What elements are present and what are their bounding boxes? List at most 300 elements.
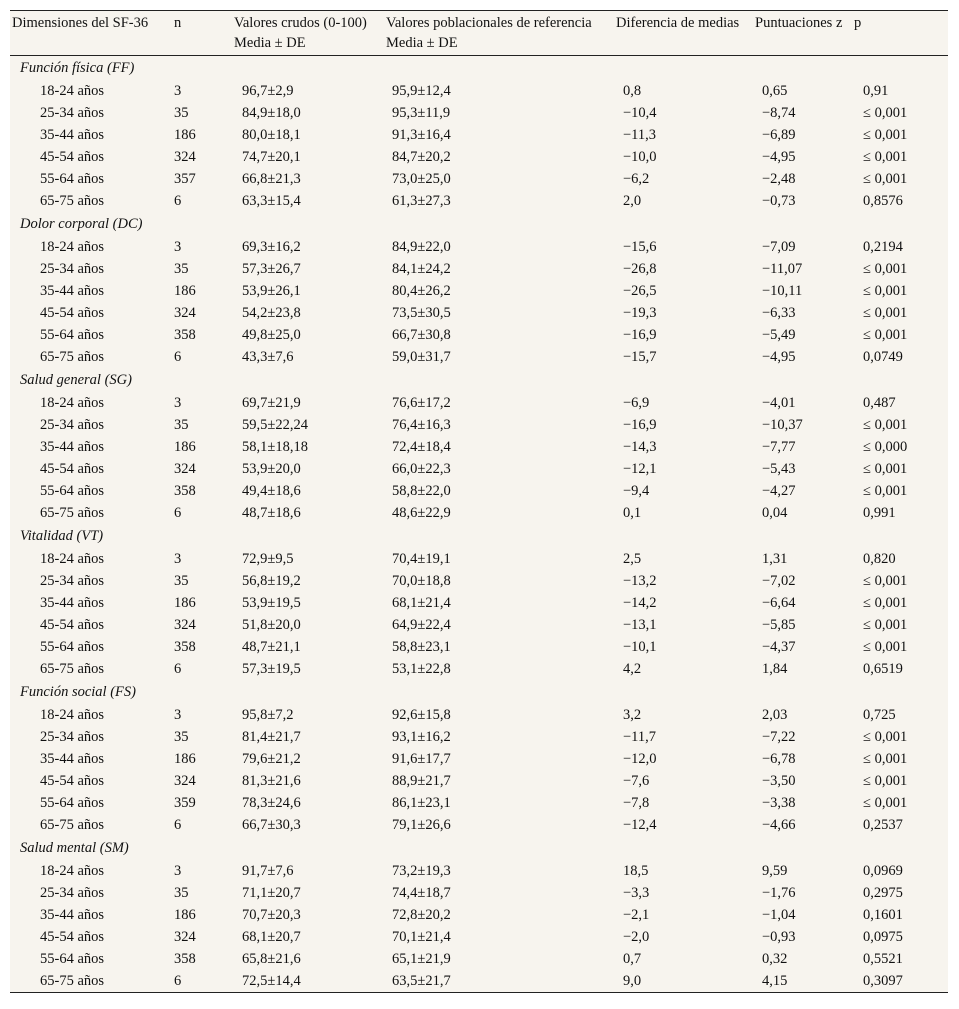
cell-z-score: −4,37 bbox=[762, 639, 796, 655]
table-row bbox=[10, 970, 948, 992]
cell-reference-value: 92,6±15,8 bbox=[392, 707, 451, 723]
cell-z-score: −2,48 bbox=[762, 171, 796, 187]
cell-age-group: 35-44 años bbox=[40, 751, 105, 767]
cell-reference-value: 80,4±26,2 bbox=[392, 283, 451, 299]
cell-n: 358 bbox=[174, 327, 196, 343]
cell-reference-value: 91,6±17,7 bbox=[392, 751, 451, 767]
cell-mean-difference: 2,5 bbox=[623, 551, 642, 567]
cell-p-value: 0,820 bbox=[863, 551, 896, 567]
cell-z-score: −4,01 bbox=[762, 395, 796, 411]
cell-mean-difference: −11,7 bbox=[623, 729, 657, 745]
cell-age-group: 45-54 años bbox=[40, 461, 105, 477]
cell-p-value: 0,8576 bbox=[863, 193, 903, 209]
cell-z-score: 1,84 bbox=[762, 661, 788, 677]
cell-z-score: −1,76 bbox=[762, 885, 796, 901]
cell-reference-value: 68,1±21,4 bbox=[392, 595, 451, 611]
cell-z-score: −7,22 bbox=[762, 729, 796, 745]
cell-age-group: 55-64 años bbox=[40, 327, 105, 343]
cell-age-group: 25-34 años bbox=[40, 261, 105, 277]
cell-mean-difference: −14,2 bbox=[623, 595, 657, 611]
cell-mean-difference: −13,1 bbox=[623, 617, 657, 633]
header-n: n bbox=[174, 15, 182, 31]
cell-age-group: 25-34 años bbox=[40, 105, 105, 121]
cell-mean-difference: 4,2 bbox=[623, 661, 642, 677]
cell-mean-difference: −26,8 bbox=[623, 261, 657, 277]
cell-age-group: 18-24 años bbox=[40, 395, 105, 411]
table-row bbox=[10, 258, 948, 280]
cell-mean-difference: −6,2 bbox=[623, 171, 650, 187]
header-reference-subtitle: Media ± DE bbox=[384, 33, 614, 56]
table-row bbox=[10, 502, 948, 524]
cell-age-group: 18-24 años bbox=[40, 83, 105, 99]
cell-p-value: ≤ 0,001 bbox=[863, 595, 908, 611]
group-title: Salud general (SG) bbox=[20, 372, 132, 388]
table-row bbox=[10, 770, 948, 792]
cell-reference-value: 86,1±23,1 bbox=[392, 795, 451, 811]
cell-p-value: 0,0749 bbox=[863, 349, 903, 365]
cell-p-value: 0,2975 bbox=[863, 885, 903, 901]
cell-z-score: −7,09 bbox=[762, 239, 796, 255]
group-header-row bbox=[10, 368, 948, 392]
cell-reference-value: 58,8±22,0 bbox=[392, 483, 451, 499]
table-row bbox=[10, 726, 948, 748]
cell-mean-difference: −16,9 bbox=[623, 417, 657, 433]
cell-z-score: −5,85 bbox=[762, 617, 796, 633]
cell-n: 324 bbox=[174, 617, 196, 633]
cell-raw-value: 48,7±21,1 bbox=[242, 639, 301, 655]
cell-z-score: −6,64 bbox=[762, 595, 796, 611]
cell-n: 186 bbox=[174, 439, 196, 455]
cell-n: 186 bbox=[174, 751, 196, 767]
cell-reference-value: 64,9±22,4 bbox=[392, 617, 451, 633]
cell-p-value: ≤ 0,001 bbox=[863, 171, 908, 187]
cell-raw-value: 91,7±7,6 bbox=[242, 863, 294, 879]
cell-z-score: −0,93 bbox=[762, 929, 796, 945]
cell-raw-value: 69,7±21,9 bbox=[242, 395, 301, 411]
header-p: p bbox=[854, 15, 862, 31]
cell-mean-difference: 0,7 bbox=[623, 951, 642, 967]
cell-z-score: −5,43 bbox=[762, 461, 796, 477]
cell-raw-value: 56,8±19,2 bbox=[242, 573, 301, 589]
cell-n: 357 bbox=[174, 171, 196, 187]
cell-age-group: 65-75 años bbox=[40, 817, 105, 833]
cell-age-group: 65-75 años bbox=[40, 349, 105, 365]
cell-mean-difference: −2,1 bbox=[623, 907, 650, 923]
cell-reference-value: 76,6±17,2 bbox=[392, 395, 451, 411]
cell-n: 6 bbox=[174, 661, 182, 677]
cell-reference-value: 70,1±21,4 bbox=[392, 929, 451, 945]
cell-reference-value: 58,8±23,1 bbox=[392, 639, 451, 655]
cell-n: 35 bbox=[174, 417, 189, 433]
table-row bbox=[10, 614, 948, 636]
table-row bbox=[10, 860, 948, 882]
table-row bbox=[10, 658, 948, 680]
cell-mean-difference: −7,8 bbox=[623, 795, 650, 811]
cell-z-score: 0,65 bbox=[762, 83, 788, 99]
cell-age-group: 35-44 años bbox=[40, 439, 105, 455]
cell-reference-value: 91,3±16,4 bbox=[392, 127, 451, 143]
cell-raw-value: 80,0±18,1 bbox=[242, 127, 301, 143]
cell-n: 35 bbox=[174, 573, 189, 589]
cell-age-group: 55-64 años bbox=[40, 483, 105, 499]
header-dimensions: Dimensiones del SF-36 bbox=[12, 15, 149, 31]
cell-n: 35 bbox=[174, 105, 189, 121]
table-row bbox=[10, 592, 948, 614]
cell-z-score: −4,66 bbox=[762, 817, 796, 833]
table-row bbox=[10, 414, 948, 436]
table-row bbox=[10, 80, 948, 102]
table-row bbox=[10, 480, 948, 502]
cell-z-score: 0,04 bbox=[762, 505, 788, 521]
cell-p-value: ≤ 0,001 bbox=[863, 261, 908, 277]
cell-age-group: 18-24 años bbox=[40, 863, 105, 879]
cell-reference-value: 63,5±21,7 bbox=[392, 973, 451, 989]
cell-raw-value: 78,3±24,6 bbox=[242, 795, 301, 811]
cell-z-score: −6,89 bbox=[762, 127, 796, 143]
cell-raw-value: 81,4±21,7 bbox=[242, 729, 301, 745]
cell-raw-value: 95,8±7,2 bbox=[242, 707, 294, 723]
cell-z-score: −1,04 bbox=[762, 907, 796, 923]
cell-n: 6 bbox=[174, 505, 182, 521]
cell-age-group: 65-75 años bbox=[40, 193, 105, 209]
cell-mean-difference: −16,9 bbox=[623, 327, 657, 343]
cell-p-value: ≤ 0,001 bbox=[863, 773, 908, 789]
cell-mean-difference: −11,3 bbox=[623, 127, 657, 143]
cell-n: 6 bbox=[174, 193, 182, 209]
cell-age-group: 35-44 años bbox=[40, 907, 105, 923]
cell-n: 324 bbox=[174, 461, 196, 477]
cell-mean-difference: −7,6 bbox=[623, 773, 650, 789]
cell-raw-value: 65,8±21,6 bbox=[242, 951, 301, 967]
cell-n: 324 bbox=[174, 773, 196, 789]
cell-raw-value: 72,5±14,4 bbox=[242, 973, 301, 989]
cell-reference-value: 84,9±22,0 bbox=[392, 239, 451, 255]
cell-raw-value: 81,3±21,6 bbox=[242, 773, 301, 789]
cell-reference-value: 70,0±18,8 bbox=[392, 573, 451, 589]
cell-raw-value: 58,1±18,18 bbox=[242, 439, 308, 455]
cell-p-value: ≤ 0,001 bbox=[863, 149, 908, 165]
cell-age-group: 45-54 años bbox=[40, 929, 105, 945]
cell-age-group: 45-54 años bbox=[40, 305, 105, 321]
cell-z-score: −3,38 bbox=[762, 795, 796, 811]
cell-raw-value: 53,9±19,5 bbox=[242, 595, 301, 611]
cell-z-score: −6,78 bbox=[762, 751, 796, 767]
cell-raw-value: 96,7±2,9 bbox=[242, 83, 294, 99]
cell-p-value: ≤ 0,001 bbox=[863, 127, 908, 143]
cell-n: 3 bbox=[174, 83, 182, 99]
cell-n: 3 bbox=[174, 707, 182, 723]
cell-age-group: 55-64 años bbox=[40, 951, 105, 967]
cell-n: 3 bbox=[174, 863, 182, 879]
cell-p-value: ≤ 0,001 bbox=[863, 417, 908, 433]
cell-z-score: −8,74 bbox=[762, 105, 796, 121]
cell-mean-difference: 3,2 bbox=[623, 707, 642, 723]
cell-z-score: −7,77 bbox=[762, 439, 796, 455]
cell-z-score: 2,03 bbox=[762, 707, 788, 723]
cell-mean-difference: −15,6 bbox=[623, 239, 657, 255]
cell-raw-value: 71,1±20,7 bbox=[242, 885, 301, 901]
group-title: Función física (FF) bbox=[20, 60, 135, 76]
cell-p-value: ≤ 0,001 bbox=[863, 617, 908, 633]
table-row bbox=[10, 436, 948, 458]
cell-raw-value: 53,9±26,1 bbox=[242, 283, 301, 299]
cell-raw-value: 68,1±20,7 bbox=[242, 929, 301, 945]
table-row bbox=[10, 124, 948, 146]
cell-reference-value: 74,4±18,7 bbox=[392, 885, 451, 901]
cell-reference-value: 76,4±16,3 bbox=[392, 417, 451, 433]
table-row bbox=[10, 324, 948, 346]
cell-reference-value: 93,1±16,2 bbox=[392, 729, 451, 745]
cell-age-group: 55-64 años bbox=[40, 171, 105, 187]
cell-raw-value: 79,6±21,2 bbox=[242, 751, 301, 767]
table-row bbox=[10, 392, 948, 414]
cell-raw-value: 49,4±18,6 bbox=[242, 483, 301, 499]
cell-p-value: ≤ 0,001 bbox=[863, 483, 908, 499]
cell-raw-value: 59,5±22,24 bbox=[242, 417, 308, 433]
cell-mean-difference: −12,0 bbox=[623, 751, 657, 767]
cell-mean-difference: −15,7 bbox=[623, 349, 657, 365]
cell-raw-value: 57,3±19,5 bbox=[242, 661, 301, 677]
cell-reference-value: 84,1±24,2 bbox=[392, 261, 451, 277]
cell-z-score: 9,59 bbox=[762, 863, 788, 879]
table-row bbox=[10, 168, 948, 190]
cell-reference-value: 66,0±22,3 bbox=[392, 461, 451, 477]
cell-age-group: 55-64 años bbox=[40, 639, 105, 655]
cell-mean-difference: −2,0 bbox=[623, 929, 650, 945]
cell-n: 324 bbox=[174, 149, 196, 165]
cell-n: 186 bbox=[174, 907, 196, 923]
cell-n: 35 bbox=[174, 729, 189, 745]
cell-z-score: 1,31 bbox=[762, 551, 788, 567]
cell-raw-value: 43,3±7,6 bbox=[242, 349, 294, 365]
cell-n: 35 bbox=[174, 885, 189, 901]
cell-mean-difference: −12,4 bbox=[623, 817, 657, 833]
cell-mean-difference: −14,3 bbox=[623, 439, 657, 455]
cell-p-value: ≤ 0,001 bbox=[863, 639, 908, 655]
table-row bbox=[10, 280, 948, 302]
cell-p-value: 0,991 bbox=[863, 505, 896, 521]
cell-raw-value: 63,3±15,4 bbox=[242, 193, 301, 209]
cell-mean-difference: 2,0 bbox=[623, 193, 642, 209]
cell-p-value: 0,6519 bbox=[863, 661, 903, 677]
table-row bbox=[10, 236, 948, 258]
cell-mean-difference: −6,9 bbox=[623, 395, 650, 411]
cell-n: 3 bbox=[174, 239, 182, 255]
cell-age-group: 65-75 años bbox=[40, 505, 105, 521]
cell-raw-value: 84,9±18,0 bbox=[242, 105, 301, 121]
cell-z-score: −6,33 bbox=[762, 305, 796, 321]
cell-z-score: −10,11 bbox=[762, 283, 803, 299]
group-header-row bbox=[10, 212, 948, 236]
cell-age-group: 45-54 años bbox=[40, 773, 105, 789]
cell-p-value: ≤ 0,001 bbox=[863, 751, 908, 767]
table-row bbox=[10, 458, 948, 480]
cell-age-group: 45-54 años bbox=[40, 617, 105, 633]
cell-reference-value: 61,3±27,3 bbox=[392, 193, 451, 209]
table-row bbox=[10, 346, 948, 368]
cell-age-group: 35-44 años bbox=[40, 127, 105, 143]
table-row bbox=[10, 748, 948, 770]
cell-mean-difference: −10,1 bbox=[623, 639, 657, 655]
cell-n: 6 bbox=[174, 817, 182, 833]
table-row bbox=[10, 102, 948, 124]
cell-z-score: −0,73 bbox=[762, 193, 796, 209]
cell-p-value: 0,1601 bbox=[863, 907, 903, 923]
table-row bbox=[10, 904, 948, 926]
table-row bbox=[10, 190, 948, 212]
cell-age-group: 35-44 años bbox=[40, 283, 105, 299]
table-row bbox=[10, 792, 948, 814]
cell-z-score: −5,49 bbox=[762, 327, 796, 343]
cell-z-score: −4,95 bbox=[762, 149, 796, 165]
cell-reference-value: 84,7±20,2 bbox=[392, 149, 451, 165]
cell-n: 3 bbox=[174, 551, 182, 567]
cell-raw-value: 48,7±18,6 bbox=[242, 505, 301, 521]
cell-reference-value: 88,9±21,7 bbox=[392, 773, 451, 789]
cell-reference-value: 66,7±30,8 bbox=[392, 327, 451, 343]
table-body bbox=[10, 56, 948, 993]
cell-n: 186 bbox=[174, 127, 196, 143]
header-raw-values: Valores crudos (0-100) bbox=[234, 15, 367, 31]
cell-raw-value: 53,9±20,0 bbox=[242, 461, 301, 477]
cell-z-score: 4,15 bbox=[762, 973, 788, 989]
table-header bbox=[10, 11, 948, 56]
cell-mean-difference: −12,1 bbox=[623, 461, 657, 477]
cell-z-score: −4,27 bbox=[762, 483, 796, 499]
cell-reference-value: 95,9±12,4 bbox=[392, 83, 451, 99]
cell-age-group: 55-64 años bbox=[40, 795, 105, 811]
cell-age-group: 35-44 años bbox=[40, 595, 105, 611]
cell-p-value: 0,91 bbox=[863, 83, 889, 99]
cell-n: 6 bbox=[174, 973, 182, 989]
cell-mean-difference: −19,3 bbox=[623, 305, 657, 321]
cell-age-group: 65-75 años bbox=[40, 661, 105, 677]
group-header-row bbox=[10, 56, 948, 81]
table-row bbox=[10, 948, 948, 970]
cell-z-score: −3,50 bbox=[762, 773, 796, 789]
cell-n: 6 bbox=[174, 349, 182, 365]
cell-age-group: 45-54 años bbox=[40, 149, 105, 165]
cell-reference-value: 73,2±19,3 bbox=[392, 863, 451, 879]
cell-raw-value: 72,9±9,5 bbox=[242, 551, 294, 567]
cell-p-value: ≤ 0,001 bbox=[863, 305, 908, 321]
cell-age-group: 18-24 años bbox=[40, 551, 105, 567]
cell-raw-value: 54,2±23,8 bbox=[242, 305, 301, 321]
cell-p-value: ≤ 0,001 bbox=[863, 795, 908, 811]
cell-p-value: 0,3097 bbox=[863, 973, 903, 989]
cell-p-value: 0,487 bbox=[863, 395, 896, 411]
cell-raw-value: 70,7±20,3 bbox=[242, 907, 301, 923]
table-row bbox=[10, 814, 948, 836]
cell-raw-value: 51,8±20,0 bbox=[242, 617, 301, 633]
cell-age-group: 25-34 años bbox=[40, 885, 105, 901]
cell-mean-difference: 18,5 bbox=[623, 863, 649, 879]
table-row bbox=[10, 146, 948, 168]
cell-raw-value: 49,8±25,0 bbox=[242, 327, 301, 343]
cell-n: 35 bbox=[174, 261, 189, 277]
cell-reference-value: 73,0±25,0 bbox=[392, 171, 451, 187]
cell-reference-value: 70,4±19,1 bbox=[392, 551, 451, 567]
cell-reference-value: 65,1±21,9 bbox=[392, 951, 451, 967]
cell-p-value: 0,725 bbox=[863, 707, 896, 723]
group-title: Dolor corporal (DC) bbox=[20, 216, 143, 232]
cell-z-score: −4,95 bbox=[762, 349, 796, 365]
cell-n: 186 bbox=[174, 595, 196, 611]
cell-reference-value: 72,8±20,2 bbox=[392, 907, 451, 923]
cell-reference-value: 79,1±26,6 bbox=[392, 817, 451, 833]
cell-p-value: 0,2537 bbox=[863, 817, 903, 833]
cell-mean-difference: −13,2 bbox=[623, 573, 657, 589]
cell-p-value: 0,5521 bbox=[863, 951, 903, 967]
cell-mean-difference: 9,0 bbox=[623, 973, 642, 989]
cell-n: 3 bbox=[174, 395, 182, 411]
cell-p-value: ≤ 0,001 bbox=[863, 461, 908, 477]
cell-raw-value: 74,7±20,1 bbox=[242, 149, 301, 165]
group-header-row bbox=[10, 836, 948, 860]
group-header-row bbox=[10, 680, 948, 704]
cell-n: 358 bbox=[174, 639, 196, 655]
cell-p-value: ≤ 0,001 bbox=[863, 729, 908, 745]
table-row bbox=[10, 704, 948, 726]
cell-raw-value: 66,7±30,3 bbox=[242, 817, 301, 833]
cell-raw-value: 57,3±26,7 bbox=[242, 261, 301, 277]
cell-age-group: 65-75 años bbox=[40, 973, 105, 989]
group-header-row bbox=[10, 524, 948, 548]
cell-age-group: 25-34 años bbox=[40, 729, 105, 745]
table-row bbox=[10, 636, 948, 658]
sf36-table bbox=[10, 11, 948, 992]
cell-z-score: −7,02 bbox=[762, 573, 796, 589]
cell-p-value: ≤ 0,000 bbox=[863, 439, 908, 455]
cell-raw-value: 66,8±21,3 bbox=[242, 171, 301, 187]
group-title: Vitalidad (VT) bbox=[20, 528, 104, 544]
table-row bbox=[10, 882, 948, 904]
cell-p-value: 0,2194 bbox=[863, 239, 903, 255]
cell-n: 186 bbox=[174, 283, 196, 299]
cell-z-score: 0,32 bbox=[762, 951, 788, 967]
cell-n: 324 bbox=[174, 305, 196, 321]
header-raw-subtitle: Media ± DE bbox=[232, 33, 384, 56]
cell-p-value: ≤ 0,001 bbox=[863, 573, 908, 589]
cell-mean-difference: −10,4 bbox=[623, 105, 657, 121]
table-row bbox=[10, 570, 948, 592]
cell-n: 358 bbox=[174, 483, 196, 499]
cell-p-value: ≤ 0,001 bbox=[863, 283, 908, 299]
cell-mean-difference: 0,1 bbox=[623, 505, 642, 521]
cell-raw-value: 69,3±16,2 bbox=[242, 239, 301, 255]
header-z-scores: Puntuaciones z bbox=[755, 15, 843, 31]
cell-reference-value: 53,1±22,8 bbox=[392, 661, 451, 677]
table-row bbox=[10, 926, 948, 948]
cell-reference-value: 72,4±18,4 bbox=[392, 439, 451, 455]
group-title: Salud mental (SM) bbox=[20, 840, 129, 856]
cell-reference-value: 48,6±22,9 bbox=[392, 505, 451, 521]
cell-age-group: 25-34 años bbox=[40, 573, 105, 589]
header-mean-difference: Diferencia de medias bbox=[616, 15, 740, 31]
header-reference-values: Valores poblacionales de referencia bbox=[386, 15, 592, 31]
cell-p-value: 0,0975 bbox=[863, 929, 903, 945]
cell-mean-difference: −26,5 bbox=[623, 283, 657, 299]
cell-p-value: ≤ 0,001 bbox=[863, 105, 908, 121]
cell-mean-difference: 0,8 bbox=[623, 83, 642, 99]
cell-n: 324 bbox=[174, 929, 196, 945]
cell-z-score: −10,37 bbox=[762, 417, 803, 433]
cell-reference-value: 59,0±31,7 bbox=[392, 349, 451, 365]
table-row bbox=[10, 548, 948, 570]
cell-reference-value: 95,3±11,9 bbox=[392, 105, 451, 121]
cell-age-group: 25-34 años bbox=[40, 417, 105, 433]
table-row bbox=[10, 302, 948, 324]
